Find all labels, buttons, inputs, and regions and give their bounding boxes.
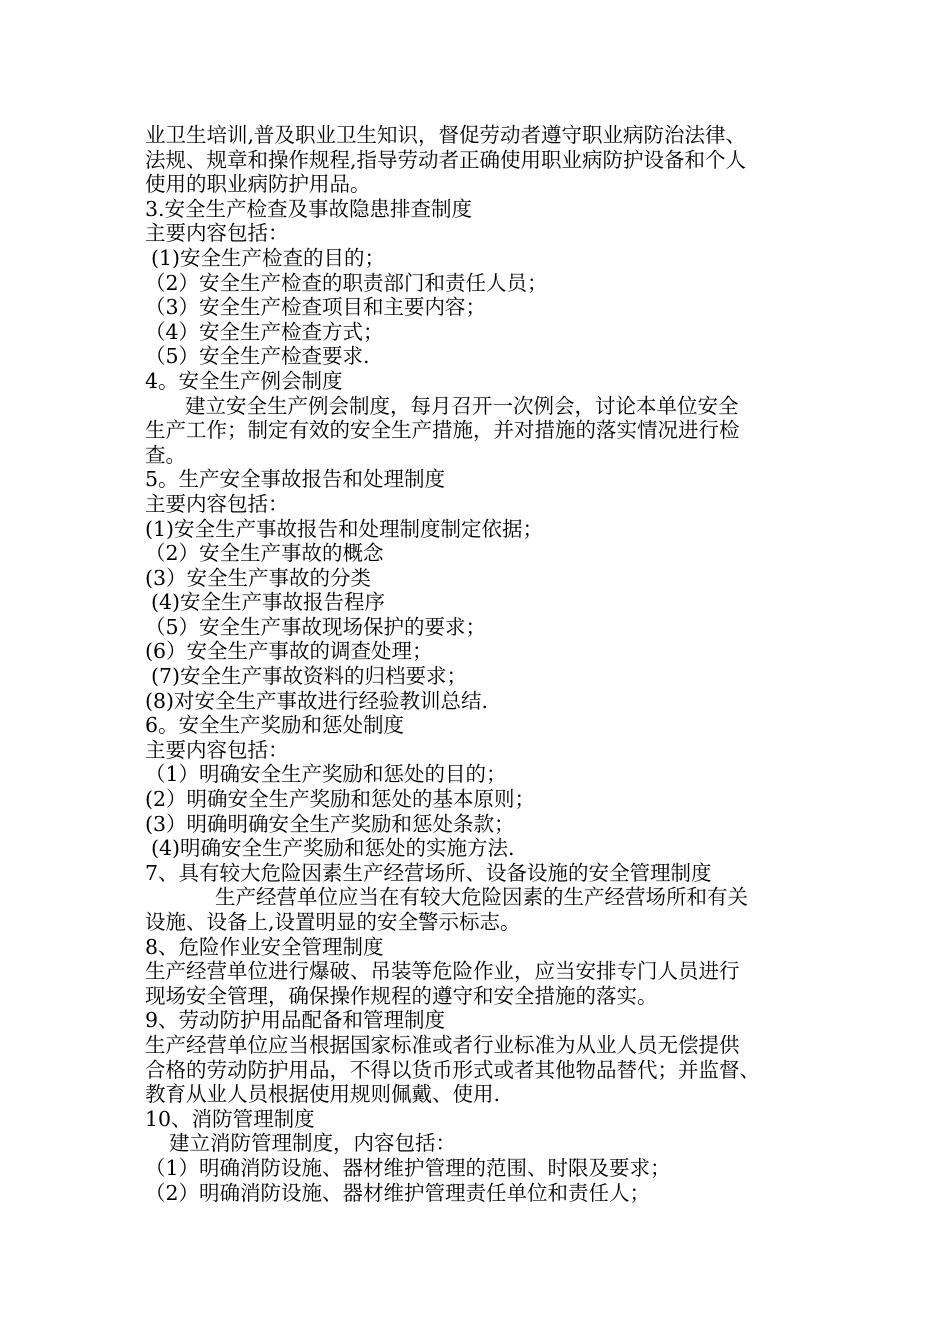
- list-item: (3）安全生产事故的分类: [145, 565, 372, 590]
- list-item: (7)安全生产事故资料的归档要求；: [151, 664, 468, 689]
- section-heading: 5。生产安全事故报告和处理制度: [145, 467, 446, 492]
- list-item: （5）安全生产检查要求.: [145, 344, 370, 369]
- section-heading: 3.安全生产检查及事故隐患排查制度: [145, 196, 473, 221]
- list-item: (6）安全生产事故的调查处理；: [145, 639, 433, 664]
- text-line: 合格的劳动防护用品，不得以货币形式或者其他物品替代；并监督、: [145, 1057, 760, 1082]
- text-line: 业卫生培训,普及职业卫生知识，督促劳动者遵守职业病防治法律、: [145, 123, 747, 147]
- text-line: 设施、设备上,设置明显的安全警示标志。: [145, 910, 521, 934]
- text-line: 建立消防管理制度，内容包括：: [169, 1131, 456, 1156]
- list-item: (4)安全生产事故报告程序: [151, 590, 386, 615]
- text-line: 现场安全管理，确保操作规程的遵守和安全措施的落实。: [145, 983, 658, 1008]
- list-item: (3）明确明确安全生产奖励和惩处条款；: [145, 811, 515, 836]
- list-item: (8)对安全生产事故进行经验教训总结.: [145, 688, 489, 713]
- list-item: （5）安全生产事故现场保护的要求；: [145, 614, 487, 639]
- text-line: 主要内容包括：: [145, 737, 289, 762]
- list-item: （2）安全生产事故的概念: [145, 541, 384, 566]
- text-line: 生产经营单位进行爆破、吊装等危险作业，应当安排专门人员进行: [145, 959, 740, 984]
- list-item: （1）明确安全生产奖励和惩处的目的；: [145, 762, 507, 787]
- text-line: 查。: [145, 442, 186, 467]
- list-item: （3）安全生产检查项目和主要内容；: [145, 295, 487, 320]
- section-heading: 4。安全生产例会制度: [145, 368, 343, 393]
- document-body: [145, 123, 825, 1205]
- list-item: (1)安全生产事故报告和处理制度制定依据；: [145, 516, 544, 541]
- list-item: （2）安全生产检查的职责部门和责任人员；: [145, 270, 548, 295]
- list-item: (1)安全生产检查的目的；: [151, 245, 386, 270]
- list-item: （2）明确消防设施、器材维护管理责任单位和责任人；: [145, 1180, 651, 1205]
- text-line: 主要内容包括：: [145, 491, 289, 516]
- text-line: 生产工作；制定有效的安全生产措施，并对措施的落实情况进行检: [145, 418, 740, 443]
- list-item: （1）明确消防设施、器材维护管理的范围、时限及要求；: [145, 1155, 671, 1180]
- section-heading: 8、危险作业安全管理制度: [145, 934, 384, 959]
- text-line: 教育从业人员根据使用规则佩戴、使用.: [145, 1082, 501, 1107]
- list-item: (4)明确安全生产奖励和惩处的实施方法.: [151, 836, 515, 861]
- section-heading: 10、消防管理制度: [145, 1106, 315, 1131]
- section-heading: 9、劳动防护用品配备和管理制度: [145, 1008, 446, 1033]
- text-line: 生产经营单位应当根据国家标准或者行业标准为从业人员无偿提供: [145, 1032, 740, 1057]
- text-line: 法规、规章和操作规程,指导劳动者正确使用职业病防护设备和个人: [145, 147, 747, 172]
- text-line: 使用的职业病防护用品。: [145, 172, 371, 197]
- text-line: 建立安全生产例会制度，每月召开一次例会，讨论本单位安全: [185, 393, 739, 418]
- text-line: 生产经营单位应当在有较大危险因素的生产经营场所和有关: [215, 885, 748, 910]
- list-item: （4）安全生产检查方式；: [145, 319, 384, 344]
- section-heading: 6。安全生产奖励和惩处制度: [145, 713, 405, 738]
- text-line: 主要内容包括：: [145, 221, 289, 246]
- list-item: (2）明确安全生产奖励和惩处的基本原则；: [145, 787, 536, 812]
- section-heading: 7、具有较大危险因素生产经营场所、设备设施的安全管理制度: [145, 860, 712, 885]
